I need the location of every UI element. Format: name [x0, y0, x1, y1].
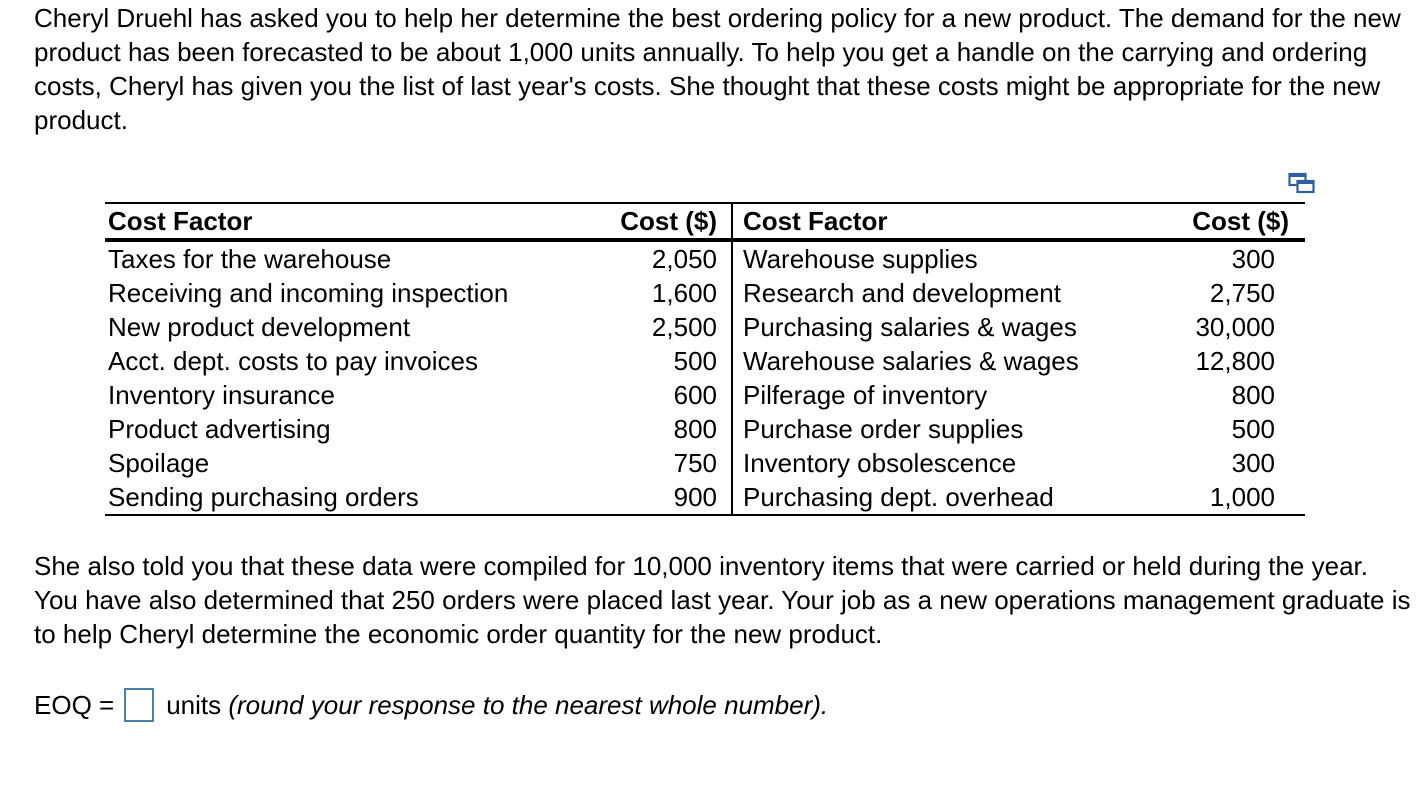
copy-icon[interactable]	[1288, 172, 1316, 194]
cost-left-cell: 2,500	[592, 310, 732, 344]
cost-factor-left-cell: Product advertising	[108, 414, 331, 444]
cost-factor-left-cell: Sending purchasing orders	[108, 482, 419, 512]
cost-right-cell: 500	[1231, 414, 1275, 444]
cost-right-cell: 30,000	[1195, 312, 1275, 342]
cost-right-cell: 800	[1231, 380, 1275, 410]
cost-left-cell: 900	[592, 480, 732, 515]
cost-factor-right-cell: Inventory obsolescence	[743, 448, 1017, 478]
table-row	[105, 412, 1305, 446]
header-cost-right: Cost ($)	[1192, 206, 1289, 236]
header-cost-left: Cost ($)	[592, 203, 732, 240]
cost-factor-left-cell: Inventory insurance	[108, 380, 335, 410]
followup-paragraph: She also told you that these data were compiled for 10,000 inventory items that were carried or held during the year. You have also determined that 250 orders were placed last year. Your job as a new operations management graduate is to help Cheryl determine the economic order quantity for the new product.	[34, 551, 1411, 649]
eoq-label: EOQ =	[34, 689, 115, 720]
cost-factor-right-cell: Purchasing dept. overhead	[743, 482, 1054, 512]
cost-left-cell: 1,600	[592, 276, 732, 310]
cost-factor-left-cell: Acct. dept. costs to pay invoices	[108, 346, 478, 376]
cost-left-cell: 750	[592, 446, 732, 480]
cost-factor-left-cell: Taxes for the warehouse	[108, 244, 392, 274]
table-row	[105, 480, 1305, 515]
table-row	[105, 344, 1305, 378]
cost-right-cell: 2,750	[1209, 278, 1275, 308]
cost-right-cell: 300	[1231, 448, 1275, 478]
cost-left-cell: 800	[592, 412, 732, 446]
header-cost-factor-right: Cost Factor	[743, 206, 888, 236]
table-row	[105, 446, 1305, 480]
table-row	[105, 240, 1305, 276]
table-row	[105, 310, 1305, 344]
intro-paragraph: Cheryl Druehl has asked you to help her determine the best ordering policy for a new product. The demand for the new product has been forecasted to be about 1,000 units annually. To help you get a handle on the carrying and ordering costs, Cheryl has given you the list of last year's costs. She thought that these costs might be appropriate for the new product.	[34, 3, 1401, 135]
table-header-row	[105, 203, 1305, 240]
cost-factor-right-cell: Purchasing salaries & wages	[743, 312, 1077, 342]
cost-right-cell: 300	[1231, 244, 1275, 274]
eoq-instruction: (round your response to the nearest whole number).	[228, 689, 829, 720]
cost-right-cell: 1,000	[1209, 482, 1275, 512]
cost-right-cell: 12,800	[1195, 346, 1275, 376]
cost-factor-right-cell: Warehouse salaries & wages	[743, 346, 1079, 376]
cost-left-cell: 600	[592, 378, 732, 412]
cost-factor-left-cell: Receiving and incoming inspection	[108, 278, 509, 308]
cost-factor-right-cell: Research and development	[743, 278, 1061, 308]
table-row	[105, 276, 1305, 310]
eoq-units: units	[166, 689, 222, 720]
cost-factor-right-cell: Pilferage of inventory	[743, 380, 988, 410]
cost-factor-right-cell: Warehouse supplies	[743, 244, 978, 274]
cost-factor-left-cell: New product development	[108, 312, 411, 342]
cost-table	[105, 202, 1305, 516]
header-cost-factor-left: Cost Factor	[108, 206, 253, 236]
cost-factor-left-cell: Spoilage	[108, 448, 210, 478]
cost-factor-right-cell: Purchase order supplies	[743, 414, 1024, 444]
eoq-input[interactable]	[124, 688, 154, 722]
cost-left-cell: 2,050	[592, 240, 732, 276]
eoq-answer-line	[34, 684, 828, 726]
cost-left-cell: 500	[592, 344, 732, 378]
table-row	[105, 378, 1305, 412]
